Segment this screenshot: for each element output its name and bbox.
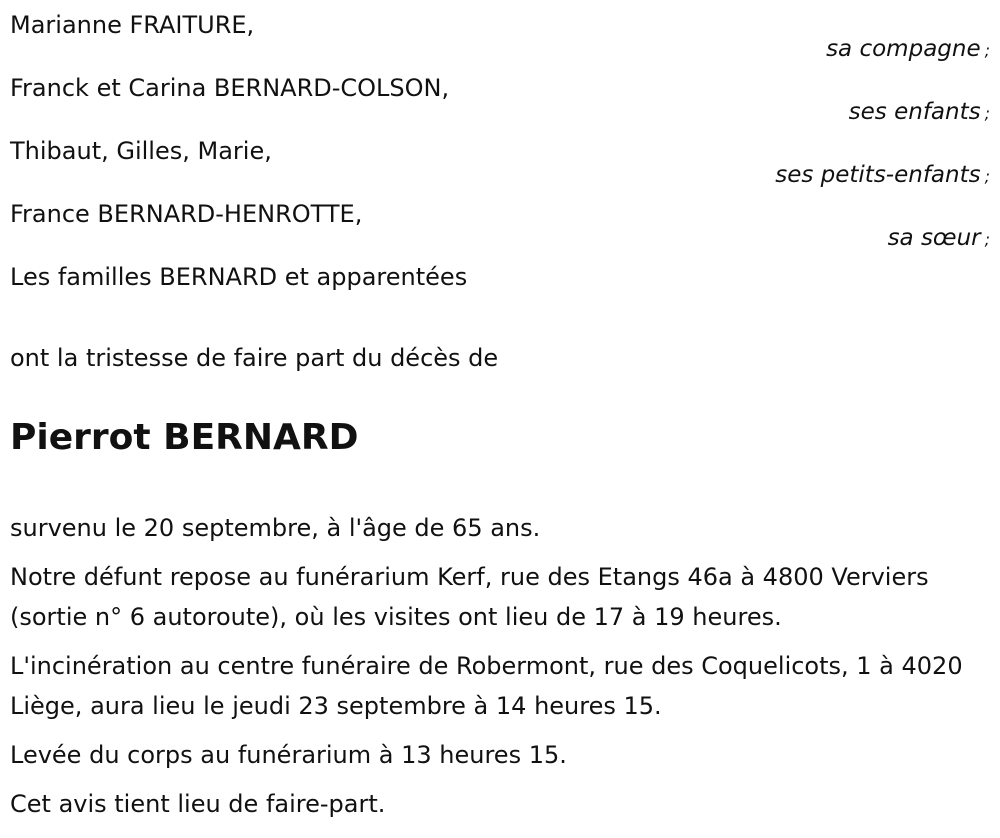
relative-name: Thibaut, Gilles, Marie, — [10, 137, 272, 165]
relative-role: ses enfants ; — [848, 99, 990, 125]
visitation-paragraph: Notre défunt repose au funérarium Kerf, rue des Etangs 46a à 4800 Verviers (sortie n° 6 autoroute), où les visites ont lieu de 17 à 19 heures. — [10, 563, 929, 631]
relative-name: Marianne FRAITURE, — [10, 11, 255, 39]
cremation-paragraph: L'incinération au centre funéraire de Robermont, rue des Coquelicots, 1 à 4020 Liège, aura lieu le jeudi 23 septembre à 14 heures 15. — [10, 652, 963, 720]
families-line: Les familles BERNARD et apparentées — [10, 263, 468, 291]
relative-role: ses petits-enfants ; — [775, 162, 990, 188]
departure-paragraph: Levée du corps au funérarium à 13 heures 15. — [10, 741, 567, 769]
relative-entry — [10, 126, 990, 189]
details-section — [10, 508, 995, 833]
relative-name: Franck et Carina BERNARD-COLSON, — [10, 74, 450, 102]
notice-paragraph: Cet avis tient lieu de faire-part. — [10, 790, 386, 818]
relative-role: sa compagne ; — [826, 36, 990, 62]
relative-name: France BERNARD-HENROTTE, — [10, 200, 363, 228]
relative-entry — [10, 0, 990, 63]
death-date-paragraph: survenu le 20 septembre, à l'âge de 65 ans. — [10, 514, 541, 542]
obituary-notice — [10, 0, 990, 818]
deceased-name: Pierrot BERNARD — [10, 417, 359, 458]
relative-entry — [10, 189, 990, 252]
relative-role: sa sœur ; — [887, 225, 990, 251]
relative-entry — [10, 63, 990, 126]
announcement-line: ont la tristesse de faire part du décès de — [10, 344, 499, 372]
